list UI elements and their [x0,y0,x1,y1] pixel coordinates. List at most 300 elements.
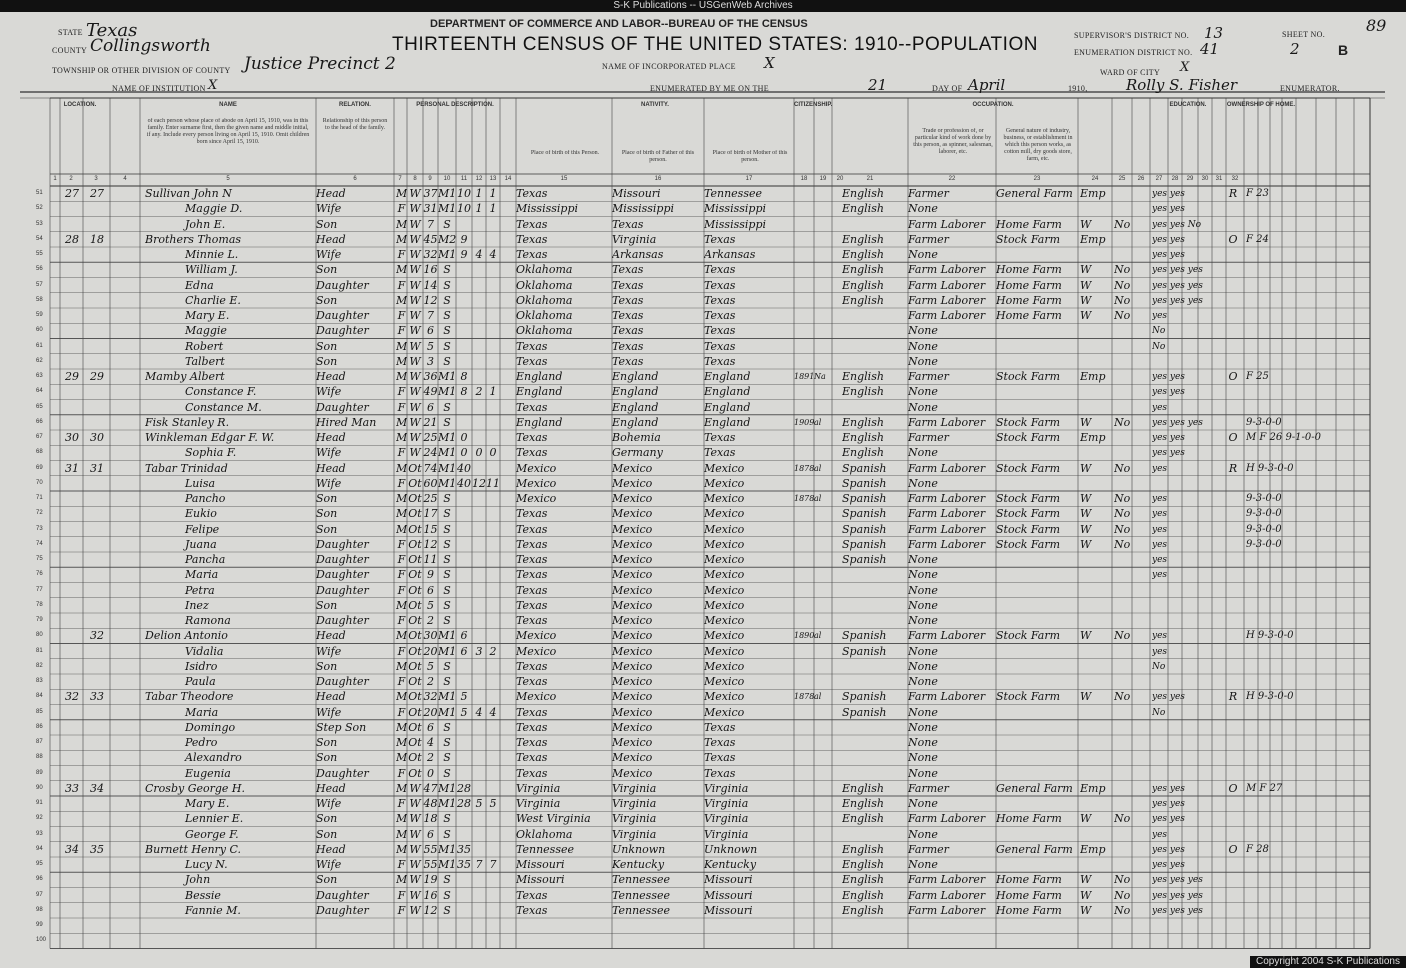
cell-age: 31 [423,202,438,216]
line-number: 94 [36,845,43,852]
line-number: 75 [36,556,43,562]
cell-mbp: Mexico [704,522,745,536]
cell-mar: M1 [438,446,456,460]
cell-ind: Stock Farm [996,461,1061,475]
cell-mar: S [443,903,451,917]
cell-ind: Home Farm [996,217,1062,231]
cell-occ: None [908,720,938,734]
cell-name: Lucy N. [185,858,228,871]
cell-bp: Mexico [516,690,557,704]
cell-cls: W [1080,903,1092,917]
cell-name: Vidalia [185,644,224,658]
cell-edu: yes yes yes [1152,295,1203,306]
cell-mar: M1 [438,705,456,719]
cell-rel: Head [316,187,346,200]
cell-bp: England [516,385,563,399]
cell-wk: No [1114,537,1131,551]
cell-race: W [409,797,421,810]
cell-yrs: 10 [457,202,471,216]
cell-age: 12 [423,537,438,551]
cell-bp: Texas [516,659,548,673]
cell-age: 30 [423,629,438,643]
cell-lang: English [842,415,884,429]
cell-mbp: Mexico [704,507,745,521]
cell-rel: Son [316,507,338,521]
cell-fbp: England [612,400,659,414]
cell-occ: None [908,385,938,399]
line-number: 56 [36,266,43,273]
cell-edu: yes yes [1152,372,1185,382]
cell-age: 45 [423,232,438,246]
cell-mbp: England [704,385,751,399]
cell-ch: 4 [475,705,483,719]
cell-mar: M1 [438,202,456,216]
cell-cls: W [1080,629,1092,643]
cell-lang: English [842,278,884,292]
cell-mbp: England [704,415,751,429]
cell-name: Sullivan John N [145,187,232,200]
cell-name: Winkleman Edgar F. W. [145,431,275,444]
cell-edu: yes [1152,311,1168,321]
line-number: 83 [36,678,43,684]
cell-rel: Head [316,232,346,246]
cell-mbp: Mexico [704,705,745,719]
cell-race: Ot [408,583,422,597]
cell-cls: Emp [1080,842,1106,856]
cell-race: Ot [408,720,422,734]
township-label: TOWNSHIP OR OTHER DIVISION OF COUNTY [52,66,231,75]
institution-label: NAME OF INSTITUTION [112,84,206,93]
cell-mbp: Mexico [704,598,745,612]
cell-cls: Emp [1080,781,1106,795]
cell-sex: M [396,492,407,505]
cell-occ: Farm Laborer [908,690,986,704]
cell-mbp: Virginia [704,827,749,841]
cell-edu: yes yes yes [1152,280,1203,291]
cell-fbp: Tennessee [612,873,670,887]
cell-edu: yes yes [1152,189,1185,199]
line-number: 69 [36,464,43,471]
cell-cit: al [814,417,822,427]
cell-fbp: Texas [612,339,644,353]
cell-yrs: 6 [460,629,468,643]
cell-race: W [409,873,421,887]
cell-sex: F [397,568,406,582]
cell-rel: Wife [316,644,342,658]
cell-edu: yes yes yes [1152,265,1203,276]
cell-sex: F [397,400,406,414]
cell-bp: Texas [516,248,548,261]
cell-sex: M [396,629,407,643]
cell-bp: Texas [516,537,548,551]
cell-ind: Stock Farm [996,522,1061,536]
cell-lang: English [842,232,884,246]
cell-age: 6 [427,400,434,414]
cell-fbp: Unknown [612,842,666,856]
cell-race: Ot [408,476,422,490]
cell-ind: Home Farm [996,888,1062,902]
column-number: 26 [1137,176,1145,182]
cell-yrs: 0 [460,431,468,444]
cell-bp: Oklahoma [516,293,573,307]
cell-cls: W [1080,263,1092,277]
cell-sex: F [397,202,406,216]
cell-edu: yes yes yes [1152,890,1203,901]
cell-mar: S [443,522,451,536]
cell-yrs: 8 [460,370,468,383]
cell-race: W [409,888,421,902]
line-number: 80 [36,632,43,639]
line-number: 97 [36,891,43,898]
cell-ind: Home Farm [996,309,1062,322]
cell-cls: Emp [1080,370,1106,383]
line-number: 59 [36,312,43,318]
cell-cls: W [1080,415,1092,429]
cell-rel: Hired Man [316,415,377,429]
cell-farm: 9-3-0-0 [1246,416,1282,428]
cell-occ: Farm Laborer [908,461,986,475]
cell-rel: Head [316,370,346,383]
cell-age: 55 [423,842,438,856]
cell-race: Ot [408,736,422,749]
cell-fbp: Mexico [612,705,653,719]
cell-own: R [1228,690,1238,704]
cell-sex: M [396,461,407,475]
cell-age: 2 [427,614,434,627]
cell-bp: Mexico [516,492,557,505]
cell-age: 6 [427,720,434,734]
cell-ind: Stock Farm [996,370,1061,383]
cell-bp: Virginia [516,797,561,810]
cell-edu: yes yes [1152,234,1185,245]
cell-mar: S [443,736,451,749]
cell-farm: 9-3-0-0 [1246,523,1282,535]
cell-rel: Daughter [316,675,369,688]
cell-mar: M1 [438,461,456,475]
line-number: 93 [36,830,43,837]
cell-wk: No [1114,217,1131,231]
cell-rel: Wife [316,705,342,719]
cell-wk: No [1114,507,1131,521]
line-number: 71 [36,495,43,501]
cell-name: Crosby George H. [145,781,246,795]
cell-bp: Texas [516,614,548,627]
cell-race: Ot [408,614,422,627]
cell-ind: Stock Farm [996,492,1061,505]
cell-dw: 27 [65,187,79,200]
cell-mbp: Mexico [704,675,745,688]
cell-rel: Daughter [316,324,369,338]
cell-mar: S [443,354,451,368]
cell-name: Bessie [185,888,221,902]
cell-occ: None [908,568,938,582]
line-number: 76 [36,571,43,578]
cell-occ: Farm Laborer [908,507,986,521]
cell-edu: yes [1152,555,1168,565]
line-number: 95 [36,861,43,867]
cell-sex: M [396,690,407,704]
cell-fbp: Mexico [612,553,653,566]
cell-sex: M [396,659,407,673]
cell-name: Alexandro [185,751,242,765]
column-description: Trade or profession of, or particular kind of work done by this person, as spinner, salesman, laborer, etc. [913,128,993,155]
cell-occ: Farm Laborer [908,293,986,307]
cell-age: 5 [427,598,434,612]
cell-bp: Texas [516,553,548,566]
cell-ch: 1 [475,202,483,216]
cell-mar: M1 [438,858,456,871]
cell-race: Ot [408,659,422,673]
cell-cit: al [814,463,822,473]
column-number: 4 [123,176,127,182]
cell-name: Eukio [185,507,217,521]
cell-age: 20 [423,705,438,719]
cell-race: Ot [408,705,422,719]
cell-farm: F 23 [1246,188,1269,199]
cell-fbp: Virginia [612,797,657,810]
cell-edu: yes yes [1152,844,1185,855]
cell-bp: Texas [516,339,548,353]
cell-occ: Farm Laborer [908,415,986,429]
sheet-side: B [1338,42,1349,58]
cell-mar: S [443,492,451,505]
cell-race: W [409,263,421,277]
cell-mbp: Mississippi [704,217,766,231]
cell-wk: No [1114,293,1131,307]
cell-chl: 2 [489,644,497,658]
cell-lang: Spanish [842,522,887,536]
cell-sex: F [397,537,406,551]
cell-fbp: Texas [612,309,644,322]
cell-fbp: Mississippi [612,202,674,216]
cell-rel: Head [316,842,346,856]
cell-ind: Stock Farm [996,690,1061,704]
cell-rel: Wife [316,858,342,871]
cell-imm: 1909 [794,417,814,427]
line-number: 66 [36,418,43,425]
cell-mar: M1 [438,797,456,810]
cell-age: 2 [427,675,434,688]
cell-fbp: Missouri [612,187,661,200]
cell-wk: No [1114,263,1131,277]
cell-fbp: Mexico [612,690,653,704]
cell-cls: W [1080,492,1092,505]
cell-mar: M1 [438,248,456,261]
cell-mbp: Mexico [704,476,745,490]
cell-name: Mary E. [185,797,230,810]
cell-age: 25 [423,492,438,505]
cell-ch: 3 [475,644,483,658]
cell-ch: 1 [475,187,483,200]
enumeration-label: ENUMERATION DISTRICT NO. [1074,48,1193,57]
cell-occ: Farm Laborer [908,278,986,292]
cell-fam: 29 [90,370,104,383]
cell-fbp: Mexico [612,720,653,734]
cell-cls: W [1080,522,1092,536]
cell-edu: yes [1152,646,1168,657]
cell-mar: S [443,293,451,307]
cell-dw: 33 [65,781,79,795]
cell-lang: Spanish [842,476,887,490]
cell-name: Tabar Theodore [145,690,234,704]
cell-sex: M [396,293,407,307]
cell-age: 18 [423,812,438,826]
cell-fam: 27 [90,187,104,200]
cell-race: Ot [408,461,422,475]
cell-mbp: Mexico [704,629,745,643]
column-description: Place of birth of Father of this person. [621,150,695,163]
cell-age: 7 [427,217,434,231]
cell-age: 7 [427,309,434,322]
cell-bp: Texas [516,598,548,612]
cell-bp: Texas [516,568,548,582]
cell-race: W [409,842,421,856]
cell-sex: F [397,644,406,658]
cell-bp: Texas [516,766,548,780]
cell-chl: 1 [489,202,497,216]
cell-fbp: Mexico [612,675,653,688]
cell-cls: W [1080,507,1092,521]
column-number: 30 [1201,176,1209,182]
column-group-header: RELATION. [339,102,371,108]
cell-occ: None [908,339,938,353]
column-group-header: OWNERSHIP OF HOME. [1226,102,1296,108]
cell-name: Tabar Trinidad [145,461,228,475]
cell-cit: al [814,631,822,641]
line-number: 64 [36,388,43,395]
cell-fbp: Arkansas [612,248,664,261]
cell-edu: yes yes [1152,387,1185,398]
cell-rel: Son [316,873,338,887]
cell-edu: yes yes yes [1152,905,1203,916]
line-number: 70 [36,479,43,486]
column-number: 20 [836,176,844,182]
cell-cls: W [1080,690,1092,704]
cell-ch: 4 [475,248,483,261]
cell-lang: English [842,446,884,460]
line-number: 54 [36,235,43,242]
cell-race: W [409,187,421,200]
cell-mar: M1 [438,842,456,856]
cell-edu: yes [1152,494,1168,504]
cell-fam: 33 [90,690,104,704]
cell-mbp: Texas [704,293,736,307]
cell-rel: Son [316,522,338,536]
cell-imm: 1891 [794,372,814,381]
cell-ch: 0 [475,446,483,460]
column-group-header: LOCATION. [63,102,97,108]
cell-age: 55 [423,858,438,871]
cell-rel: Head [316,781,346,795]
cell-dw: 30 [65,431,79,444]
line-number: 78 [36,601,43,608]
cell-race: Ot [408,507,422,521]
cell-bp: Mexico [516,629,557,643]
cell-fbp: Mexico [612,537,653,551]
enumerated-day: 21 [868,76,888,94]
cell-fbp: Tennessee [612,888,670,902]
cell-occ: None [908,476,938,490]
cell-age: 2 [427,751,434,765]
cell-sex: M [396,720,407,734]
line-number: 89 [36,769,43,776]
cell-cls: W [1080,217,1092,231]
cell-mar: M1 [438,781,456,795]
cell-occ: Farmer [908,431,949,444]
cell-farm: H 9-3-0-0 [1246,462,1294,474]
line-number: 73 [36,525,43,532]
cell-lang: English [842,888,884,902]
cell-mar: S [443,659,451,673]
cell-rel: Head [316,431,346,444]
cell-farm: M F 27 [1246,782,1283,794]
cell-bp: Texas [516,187,548,200]
cell-imm: 1878 [794,463,814,473]
cell-cls: W [1080,461,1092,475]
cell-edu: yes [1152,463,1168,474]
column-number: 28 [1171,176,1179,182]
cell-fbp: England [612,385,659,399]
cell-bp: Missouri [516,873,565,887]
cell-fbp: Germany [612,446,663,460]
cell-name: Pancho [185,492,226,505]
cell-mbp: Texas [704,263,736,277]
cell-occ: None [908,248,938,261]
cell-race: Ot [408,598,422,612]
cell-mar: S [443,720,451,734]
cell-sex: F [397,248,406,261]
column-number: 11 [460,176,468,182]
cell-sex: M [396,187,407,200]
cell-bp: Texas [516,751,548,765]
cell-age: 6 [427,583,434,597]
cell-rel: Son [316,751,338,765]
cell-name: Juana [185,537,217,551]
cell-race: W [409,339,421,353]
cell-ind: Stock Farm [996,415,1061,429]
column-group-header: CITIZENSHIP. [794,102,833,108]
cell-fbp: Mexico [612,659,653,673]
cell-race: W [409,248,421,261]
cell-age: 25 [423,431,438,444]
cell-rel: Head [316,690,346,704]
cell-fbp: Mexico [612,568,653,582]
cell-name: Sophia F. [185,446,237,460]
cell-bp: Mexico [516,461,557,475]
cell-fbp: Texas [612,263,644,277]
cell-rel: Wife [316,248,342,261]
cell-sex: F [397,553,406,566]
cell-mar: M1 [438,690,456,704]
cell-rel: Son [316,492,338,505]
cell-sex: F [397,858,406,871]
cell-sex: F [397,476,406,490]
cell-occ: None [908,446,938,460]
cell-imm: 1878 [794,494,814,503]
cell-lang: Spanish [842,553,887,566]
cell-name: Maria [185,705,219,719]
cell-age: 12 [423,903,438,917]
line-number: 72 [36,510,43,517]
cell-edu: yes yes [1152,448,1185,459]
cell-rel: Son [316,598,338,612]
column-number: 27 [1155,176,1163,182]
cell-mbp: Texas [704,446,736,460]
cell-sex: M [396,522,407,536]
column-number: 6 [353,176,357,182]
cell-occ: None [908,598,938,612]
cell-occ: Farm Laborer [908,903,986,917]
